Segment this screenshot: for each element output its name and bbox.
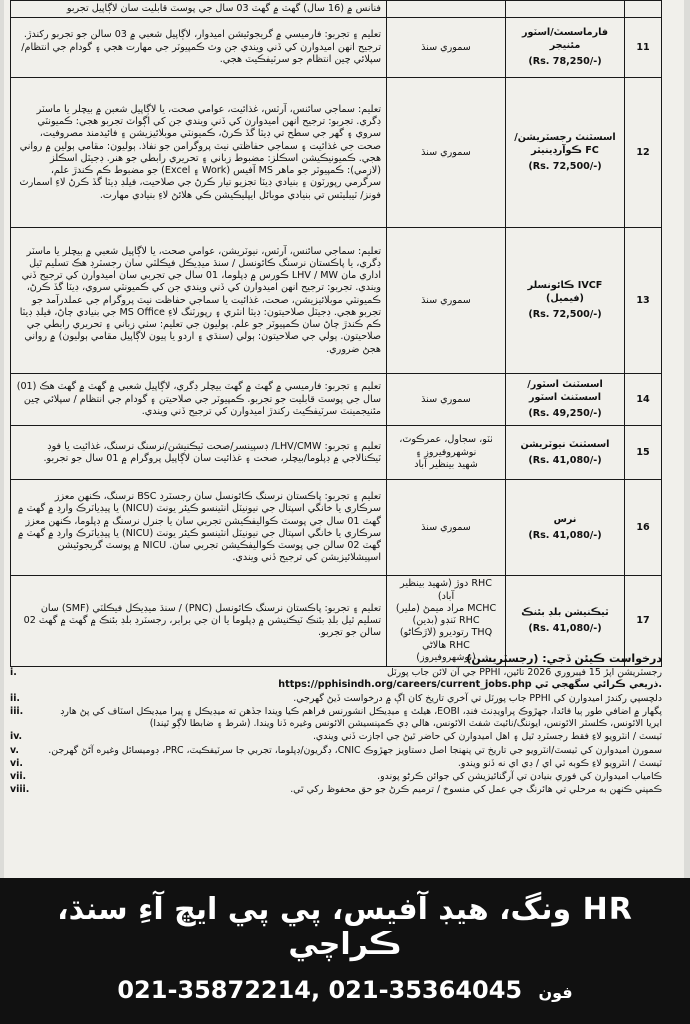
pay-scale: (Rs. 49,250/-) bbox=[528, 407, 602, 419]
how-to-apply-title: درخواست ڪيئن ڏجي: (رجسٽريشن) bbox=[466, 652, 662, 665]
item-number: i. bbox=[10, 667, 17, 678]
item-number: v. bbox=[10, 744, 19, 756]
list-item bbox=[10, 667, 662, 692]
place-cell bbox=[387, 78, 506, 228]
row-number: 14 bbox=[625, 374, 662, 426]
row-number: 12 bbox=[625, 78, 662, 228]
post-cell bbox=[506, 480, 625, 576]
place-cell bbox=[387, 228, 506, 374]
footer-banner bbox=[0, 878, 690, 1024]
table-row bbox=[11, 78, 662, 228]
post-name: اسسٽنٽ نيوٽريشن bbox=[520, 438, 610, 450]
requirement-text: تعليم ۽ تجربو: پاڪستان نرسنگ ڪائونسل (PNC) / سنڌ ميڊيڪل فيڪلٽي (SMF) سان تسليم ٿيل بلڊ بئنڪ ٽيڪنيشن ۾ ڊپلوما يا ان جي برابر، رجسٽرڊ بلڊ بئنڪ ۾ گهٽ ۾ گهٽ 02 سالن جو تجربو. bbox=[11, 576, 387, 667]
post-name: اسسٽنٽ رجسٽريشن/ FC ڪوآرڊينيٽر bbox=[514, 132, 616, 156]
table-row bbox=[11, 18, 662, 78]
table-row bbox=[11, 374, 662, 426]
row-number: 17 bbox=[625, 576, 662, 667]
item-text: دلچسپي رکندڙ اميدوارن کي PPHI جاب پورٽل تي آخري تاريخ کان اڳ ۾ درخواست ڏيڻ گهرجي. bbox=[293, 692, 662, 704]
table-row bbox=[11, 426, 662, 480]
row-number: 16 bbox=[625, 480, 662, 576]
row-number: 11 bbox=[625, 18, 662, 78]
requirement-text: تعليم ۽ تجربو: LHV/CMW/ ڊسپينسر/صحت ٽيڪنيشن/نرسنگ نرسنگ، غذائيت يا فوڊ ٽيڪنالاجي ۾ ڊپلوما/بيچلر، صحت ۽ غذائيت سان لاڳاپيل پروگرام ۾ 01 سال جو تجربو. bbox=[11, 426, 387, 480]
item-number: ii. bbox=[10, 692, 20, 704]
place-name: THQ رتوديرو (لاڙڪاڻو) bbox=[399, 627, 493, 639]
requirement-text: فنانس ۾ (16 سال) گهٽ ۾ گهٽ 03 سال جي پوسٽ قابليت سان لاڳاپيل تجربو bbox=[11, 1, 387, 18]
list-item bbox=[10, 693, 662, 705]
phone-numbers: 021-35872214, 021-35364045 bbox=[117, 976, 523, 1004]
item-text: ڪمپني ڪنهن به مرحلي تي هائرنگ جي عمل کي منسوخ / ترميم ڪرڻ جو حق محفوظ رکي ٿي. bbox=[290, 784, 662, 796]
place-name: سموري سنڌ bbox=[421, 521, 471, 533]
list-item bbox=[10, 745, 662, 757]
pay-scale: (Rs. 78,250/-) bbox=[528, 55, 602, 67]
table-row bbox=[11, 228, 662, 374]
item-number: vi. bbox=[10, 757, 23, 769]
post-cell bbox=[506, 374, 625, 426]
place-name: سموري سنڌ bbox=[421, 294, 471, 306]
item-number: viii. bbox=[10, 784, 30, 796]
place-name: ٺٽو، سجاول، عمرڪوٽ، نوشهروفيروز ۽ bbox=[399, 434, 493, 458]
pay-scale: (Rs. 41,080/-) bbox=[528, 529, 602, 541]
row-number: 13 bbox=[625, 228, 662, 374]
pay-scale: (Rs. 41,080/-) bbox=[528, 623, 602, 635]
post-name: IVCF ڪائونسلر (فيميل) bbox=[527, 280, 603, 304]
post-name: اسسٽنٽ اسٽور/ اسسٽنٽ اسٽور bbox=[527, 379, 603, 403]
row-number: 15 bbox=[625, 426, 662, 480]
item-number: iv. bbox=[10, 731, 23, 743]
jobs-table bbox=[10, 0, 662, 667]
list-item bbox=[10, 706, 662, 730]
job-portal-link[interactable]: https://pphisindh.org/careers/current_jobs.php ذريعي ڪرائي سگهجي ٿي. bbox=[278, 679, 662, 691]
item-text: سمورن اميدوارن کي ٽيسٽ/انٽرويو جي تاريخ تي پنهنجا اصل دستاويز جهڙوڪ CNIC، ڊگريون/ڊپلوما، تجربي جا سرٽيفڪيٽ، PRC، ڊوميسائل وغيره آڻڻ گهرجن. bbox=[48, 744, 662, 756]
list-item bbox=[10, 758, 662, 770]
pay-scale: (Rs. 41,080/-) bbox=[528, 454, 602, 466]
requirement-text: تعليم ۽ تجربو: فارميسي ۾ گهٽ ۾ گهٽ بيچلر ڊگري، لاڳاپيل شعبي ۾ گهٽ ۾ گهٽ هڪ (01) سال جي پوسٽ قابليت جو تجربو. ڪمپيوٽر جي صلاحيتن ۽ گودام جي انتظام / سپلائي چين مئنيجمينٽ سرٽيفڪيٽ رکندڙ اميدوارن کي ترجيح ڏني ويندي. bbox=[11, 374, 387, 426]
pay-scale: (Rs. 72,500/-) bbox=[528, 160, 602, 172]
item-text: ٽيسٽ / انٽرويو لاءِ ڪوبه ٽي اي / ڊي اي نه ڏنو ويندو. bbox=[457, 757, 662, 769]
post-cell bbox=[506, 78, 625, 228]
place-cell bbox=[387, 18, 506, 78]
how-to-apply-section bbox=[10, 652, 662, 797]
requirement-text: تعليم: سماجي سائنس، آرٽس، غذائيت، عوامي صحت، يا لاڳاپيل شعبن ۾ بيچلر يا ماسٽر ڊگري. تجربو: ترجيح انهن اميدوارن کي ڏني ويندي جن کي اڳواٽ تجربو هجي: ڪميونٽي سروي ۽ گهر جي سطح تي ڊيٽا گڏ ڪرڻ، ڪميونٽي موبلائيزيشن ۽ فائيدمند مصروفيت، صحت جي غذائيت ۽ سماجي حفاظتي نيٽ پروگرامن جو نفاذ. ٻوليون: مقامي ٻولين ۾ رواني هجي. ڪميونيڪيشن اسڪلز: مضبوط زباني ۽ تحريري رابطي جو هنر. ڊجيٽل اسڪلز (لازمي): ڪمپيوٽر جو ماهر MS آفيس (Work ۽ Excel) جو مضبوط ڪم ڪندڙ علم، سرگرمي رپورٽون ۽ بنيادي ڊيٽا تجزيو تيار ڪرڻ جي صلاحيت، فيلڊ ڊيٽا گڏ ڪرڻ لاءِ اسمارٽ فونز/ ٽيبليٽس تي بنيادي موبائل ايپليڪيشن ڪي هلائڻ لاءِ بنيادي مهارت. bbox=[11, 78, 387, 228]
place-name: RHC ٽنڊو (بدين) bbox=[412, 615, 480, 627]
list-item bbox=[10, 771, 662, 783]
requirement-text: تعليم ۽ تجربو: فارميسي ۾ گريجوئيشن اميدوار، لاڳاپيل شعبي ۾ 03 سالن جو تجربو رکندڙ. ترجيح انهن اميدوارن کي ڏني ويندي جن وٽ ڪمپيوٽر جي مهارت هجي ۽ گودام جي انتظام/ سپلائي چين انتظام جو سرٽيفڪيٽ هجي. bbox=[11, 18, 387, 78]
post-cell bbox=[506, 228, 625, 374]
place-name: شهيد بينظير آباد bbox=[414, 458, 478, 470]
item-text: رجسٽريشن اپڙ 15 فيبروري 2026 تائين، PPHI جي آن لائن جاب پورٽل bbox=[386, 667, 662, 678]
list-item bbox=[10, 731, 662, 743]
post-name: نرس bbox=[553, 513, 577, 525]
footer-title: HR ونگ، هيڊ آفيس، پي پي ايڇ آءِ سنڌ، ڪراچي bbox=[57, 892, 633, 962]
place-cell bbox=[387, 426, 506, 480]
place-name: RHC هالاڻي (نوشهروفيروز) bbox=[416, 639, 476, 663]
place-name: سموري سنڌ bbox=[421, 146, 471, 158]
post-cell bbox=[506, 18, 625, 78]
place-cell bbox=[387, 480, 506, 576]
post-cell bbox=[506, 426, 625, 480]
requirement-text: تعليم: سماجي سائنس، آرٽس، نيوٽريشن، عوامي صحت، يا لاڳاپيل شعبي ۾ بيچلر يا ماسٽر ڊگري، يا پاڪستان نرسنگ ڪائونسل / سنڌ ميڊيڪل فيڪلٽي سان رجسٽرڊ هڪ تسليم ٿيل اداري مان LHV / MW ڪورس ۾ ڊپلوما، 01 سال جي تجربي سان اميدوارن کي ترجيح ڏني ويندي. تجربو: ترجيح انهن اميدوارن کي ڏني ويندي جن کي ڪميونٽي سروي، ڊيٽا گڏ ڪرڻ، ڪميونٽي موبلائيزيشن، صحت، غذائيت يا سماجي حفاظت نيٽ پروگرام جي عملدرآمد جو تجربو هجي. ڊجيٽل صلاحيتون: ڊيٽا انٽري ۽ رپورٽنگ لاءِ MS Office جي بنيادي ڄاڻ، فيلڊ ڊيٽا ڪم ڪندڙ ڄاڻ سان ڪمپيوٽر جو علم. ٻوليون جي تعليم: سٺي زباني ۽ تحريري رابطي جي صلاحيتون. ٻولي جي صلاحيتون: ٻولي (سنڌي ۽ اردو يا ٻيون لاڳاپيل مقامي ٻوليون) ۾ رواني هجڻ ضروري. bbox=[11, 228, 387, 374]
item-text: ٽيسٽ / انٽرويو لاءِ فقط رجسٽرڊ ٿيل ۽ اهل اميدوارن کي حاضر ٿيڻ جي اجازت ڏني ويندي. bbox=[312, 731, 662, 743]
item-text: پگهار ۾ اضافي طور ٻيا فائدا، جهڙوڪ پراويڊنٽ فنڊ، EOBI، هيلٿ ۽ ميڊيڪل انشورنس فراهم ڪيا ويندا جڏهن ته ميڊيڪل ۽ پيرا ميڊيڪل اسٽاف کي پڻ هارڊ ايريا الائونس، ڪلسٽر الائونس، ايوننگ/نائيٽ شفٽ الائونس، هالي ڊي ڪمپنسيشن الائونس وغيره ڏنا ويندا. (شرط ۽ ضابطا لاڳو ٿيندا) bbox=[60, 705, 662, 730]
item-number: iii. bbox=[10, 705, 24, 717]
place-name: سموري سنڌ bbox=[421, 41, 471, 53]
post-name: ٽيڪنيشن بلڊ بئنڪ bbox=[521, 606, 609, 618]
phone-line bbox=[0, 976, 690, 1004]
place-name: RHC دوڙ (شهيد بينظير آباد) bbox=[400, 578, 492, 602]
list-item bbox=[10, 784, 662, 796]
pay-scale: (Rs. 72,500/-) bbox=[528, 308, 602, 320]
requirement-text: تعليم ۽ تجربو: پاڪستان نرسنگ ڪائونسل سان رجسٽرڊ BSC نرسنگ، ڪنهن معزز سرڪاري يا خانگي اسپتال جي نيونيٽل انٽينسو ڪيئر يونٽ (NICU) يا پيڊياٽرڪ وارڊ ۾ گهٽ ۾ گهٽ 01 سال جي پوسٽ ڪواليفڪيشن تجربي سان يا جنرل نرسنگ ۾ ڊپلوما، ڪنهن معزز سرڪاري يا خانگي اسپتال جي نيونيٽل انٽينسو ڪيئر يونٽ (NICU) يا پيڊياٽرڪ وارڊ ۾ گهٽ ۾ گهٽ 02 سالن جي پوسٽ ڪواليفڪيشن تجربي سان. NICU ۾ پوسٽ گريجوئيشن اسپيشلائيزيشن کي ترجيح ڏني ويندي. bbox=[11, 480, 387, 576]
item-text: ڪامياب اميدوارن کي فوري بنيادن تي آرگنائيزيشن کي جوائن ڪرڻو پوندو. bbox=[377, 771, 662, 782]
item-number: vii. bbox=[10, 771, 27, 782]
table-row bbox=[11, 1, 662, 18]
place-name: سموري سنڌ bbox=[421, 393, 471, 405]
table-row bbox=[11, 480, 662, 576]
place-name: MCHC مراد ميمڻ (ملير) bbox=[395, 602, 497, 614]
place-cell bbox=[387, 374, 506, 426]
post-name: فارماسسٽ/اسٽور مئنيجر bbox=[522, 27, 608, 51]
phone-label: فون bbox=[538, 983, 573, 1002]
